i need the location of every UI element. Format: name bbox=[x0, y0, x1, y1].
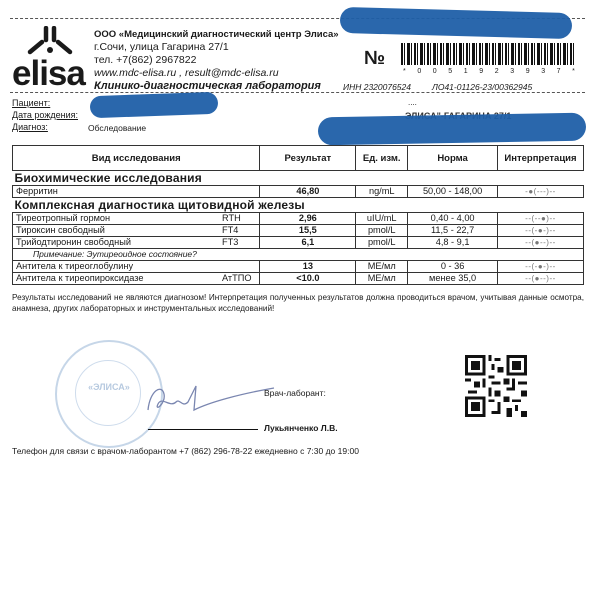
test-interpretation: -●(---)-- bbox=[497, 186, 583, 198]
test-name: Тироксин свободный bbox=[13, 225, 219, 237]
test-code: АтТПО bbox=[219, 273, 260, 285]
test-result: 6,1 bbox=[260, 237, 356, 249]
test-interpretation: --(●--)-- bbox=[497, 237, 583, 249]
test-name: Антитела к тиреоглобулину bbox=[13, 261, 219, 273]
note-row bbox=[13, 249, 584, 261]
col-header-test: Вид исследования bbox=[13, 146, 260, 171]
col-header-interpretation: Интерпретация bbox=[497, 146, 583, 171]
signature-icon bbox=[140, 380, 280, 420]
barcode-digit: 7 bbox=[556, 68, 561, 75]
test-result: 46,80 bbox=[260, 186, 356, 198]
table-header-row bbox=[13, 146, 584, 171]
lab-name: Клинико-диагностическая лаборатория bbox=[94, 80, 321, 92]
test-result: 13 bbox=[260, 261, 356, 273]
test-norm: 0,40 - 4,00 bbox=[408, 213, 498, 225]
barcode-digit: * bbox=[403, 68, 406, 75]
table-row bbox=[13, 213, 584, 225]
barcode-digit: 5 bbox=[448, 68, 453, 75]
org-phone: тел. +7(862) 2967822 bbox=[94, 54, 197, 66]
barcode-digit: 0 bbox=[432, 68, 437, 75]
test-unit: uIU/mL bbox=[356, 213, 408, 225]
col-header-result: Результат bbox=[260, 146, 356, 171]
org-name: ООО «Медицинский диагностический центр Элиса» bbox=[94, 29, 339, 40]
test-interpretation: --(●--)-- bbox=[497, 273, 583, 285]
test-norm: 11,5 - 22,7 bbox=[408, 225, 498, 237]
barcode-digit: 3 bbox=[510, 68, 515, 75]
table-row bbox=[13, 237, 584, 249]
test-norm: 4,8 - 9,1 bbox=[408, 237, 498, 249]
elisa-logo bbox=[12, 26, 92, 93]
inn: ИНН 2320076524 bbox=[343, 82, 411, 92]
table-row bbox=[13, 225, 584, 237]
lab-contact-info: Телефон для связи с врачом-лаборантом +7 (862) 296-78-22 ежедневно с 7:30 до 19:00 bbox=[12, 446, 359, 456]
birth-date-label: Дата рождения: bbox=[12, 110, 78, 120]
barcode-digits bbox=[403, 68, 575, 75]
section-title: Комплексная диагностика щитовидной железы bbox=[14, 198, 305, 212]
redaction-mark bbox=[90, 92, 219, 118]
test-interpretation: --(-●-)-- bbox=[497, 225, 583, 237]
qr-code-icon bbox=[465, 355, 527, 417]
diagnosis-value: Обследование bbox=[88, 123, 147, 133]
section-title: Биохимические исследования bbox=[14, 171, 202, 185]
test-name: Трийодтиронин свободный bbox=[13, 237, 219, 249]
doctor-name: Лукьянченко Л.В. bbox=[264, 423, 338, 433]
barcode bbox=[401, 43, 575, 65]
test-unit: pmol/L bbox=[356, 237, 408, 249]
test-code bbox=[219, 186, 260, 198]
test-unit: ng/mL bbox=[356, 186, 408, 198]
test-norm: 50,00 - 148,00 bbox=[408, 186, 498, 198]
test-interpretation: --(-●-)-- bbox=[497, 261, 583, 273]
barcode-digit: 9 bbox=[525, 68, 530, 75]
barcode-digit: 1 bbox=[463, 68, 468, 75]
test-code: FT3 bbox=[219, 237, 260, 249]
org-address: г.Сочи, улица Гагарина 27/1 bbox=[94, 41, 229, 53]
test-interpretation: --(--●)-- bbox=[497, 213, 583, 225]
disclaimer: Результаты исследований не являются диагнозом! Интерпретация полученных результатов должна проводиться врачом, учитывая данные осмотра, анамнеза, других лабораторных и инструментальных исследований! bbox=[12, 293, 584, 313]
table-row bbox=[13, 186, 584, 198]
test-result: <10.0 bbox=[260, 273, 356, 285]
test-unit: МЕ/мл bbox=[356, 273, 408, 285]
test-name: Ферритин bbox=[13, 186, 219, 198]
diagnosis-label: Диагноз: bbox=[12, 122, 48, 132]
barcode-digit: 2 bbox=[494, 68, 499, 75]
note-text: Примечание: Эутиреоидное состояние? bbox=[13, 249, 584, 261]
test-name: Тиреотропный гормон bbox=[13, 213, 219, 225]
test-name: Антитела к тиреопироксидазе bbox=[13, 273, 219, 285]
stamp-inner-ring bbox=[75, 360, 141, 426]
logo-wordmark: elisa bbox=[12, 54, 85, 93]
doctor-role-label: Врач-лаборант: bbox=[264, 388, 326, 398]
table-row bbox=[13, 273, 584, 285]
redaction-mark bbox=[318, 113, 586, 146]
test-result: 2,96 bbox=[260, 213, 356, 225]
table-row bbox=[13, 261, 584, 273]
signature-line bbox=[148, 429, 258, 430]
test-unit: pmol/L bbox=[356, 225, 408, 237]
test-result: 15,5 bbox=[260, 225, 356, 237]
test-code: RTH bbox=[219, 213, 260, 225]
number-sign: № bbox=[364, 48, 386, 69]
barcode-digit: 3 bbox=[541, 68, 546, 75]
org-web-email: www.mdc-elisa.ru , result@mdc-elisa.ru bbox=[94, 67, 279, 79]
col-header-unit: Ед. изм. bbox=[356, 146, 408, 171]
patient-label: Пациент: bbox=[12, 98, 51, 108]
results-table bbox=[12, 145, 584, 285]
col-header-norm: Норма bbox=[408, 146, 498, 171]
license-number: ЛО41-01126-23/00362945 bbox=[432, 82, 533, 92]
redaction-mark bbox=[340, 7, 573, 39]
test-code: FT4 bbox=[219, 225, 260, 237]
test-code bbox=[219, 261, 260, 273]
test-norm: менее 35,0 bbox=[408, 273, 498, 285]
section-row bbox=[13, 171, 584, 186]
test-norm: 0 - 36 bbox=[408, 261, 498, 273]
stamp-text: «ЭЛИСА» bbox=[88, 382, 130, 392]
dots: .... bbox=[408, 98, 417, 107]
test-unit: МЕ/мл bbox=[356, 261, 408, 273]
barcode-digit: * bbox=[572, 68, 575, 75]
barcode-digit: 0 bbox=[417, 68, 422, 75]
barcode-digit: 9 bbox=[479, 68, 484, 75]
section-row bbox=[13, 198, 584, 213]
